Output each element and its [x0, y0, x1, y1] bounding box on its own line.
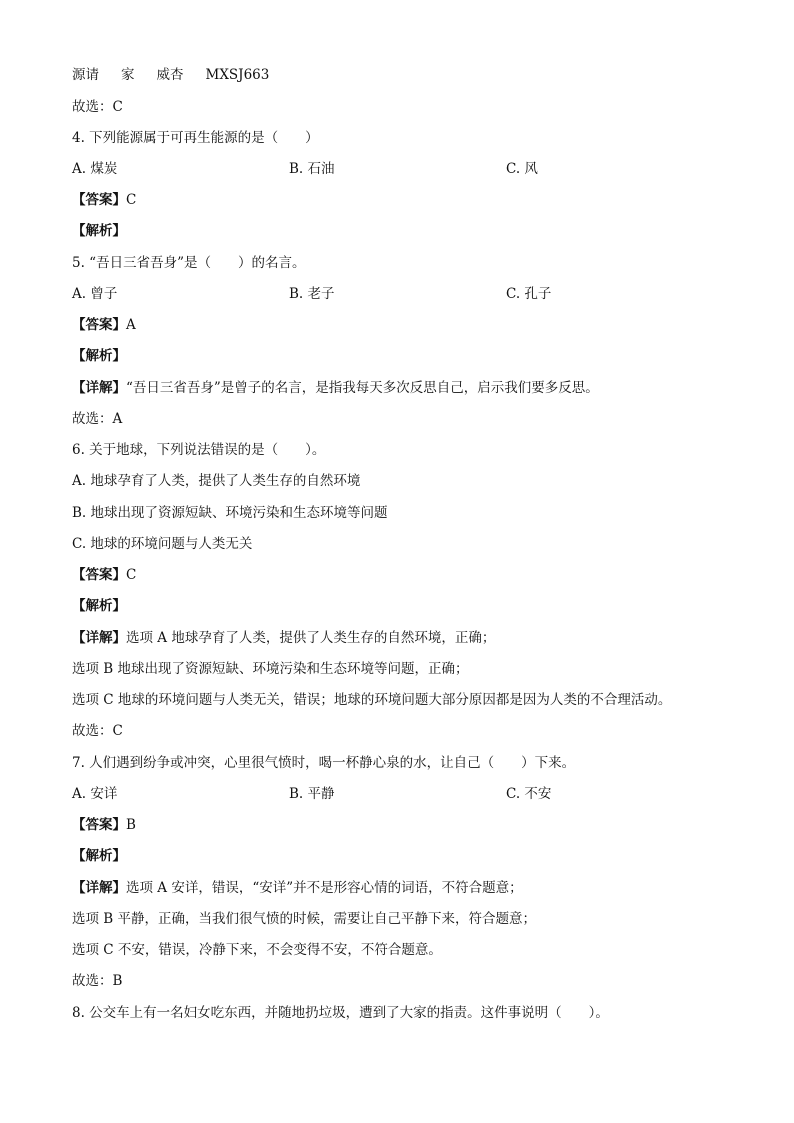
q5-choice: 故选：A — [72, 411, 123, 427]
q5-analysis-label: 【解析】 — [72, 348, 126, 364]
q6-analysis-label: 【解析】 — [72, 598, 126, 614]
q4-option-a: A. 煤炭 — [72, 161, 118, 177]
q3-choice: 故选：C — [72, 99, 123, 115]
q6-option-b: B. 地球出现了资源短缺、环境污染和生态环境等问题 — [72, 505, 388, 521]
q7-option-b: B. 平静 — [289, 786, 335, 802]
q5-option-a: A. 曾子 — [72, 286, 118, 302]
watermark-text-2: 家 — [121, 67, 135, 83]
q7-option-c: C. 不安 — [506, 786, 552, 802]
q4-analysis-label: 【解析】 — [72, 223, 126, 239]
watermark-text-4: MXSJ663 — [205, 67, 270, 83]
q6-detail-3: 选项 C 地球的环境问题与人类无关，错误；地球的环境问题大部分原因都是因为人类的不合理活动。 — [72, 692, 672, 708]
answer-label: 【答案】 — [72, 192, 126, 208]
answer-value: C — [126, 192, 137, 208]
detail-text: 选项 A 安详，错误，“安详”并不是形容心情的词语，不符合题意； — [126, 880, 523, 896]
q5-option-c: C. 孔子 — [506, 286, 552, 302]
detail-label: 【详解】 — [72, 380, 126, 396]
q7-detail-3: 选项 C 不安，错误，冷静下来，不会变得不安，不符合题意。 — [72, 942, 442, 958]
answer-label: 【答案】 — [72, 567, 126, 583]
q7-stem: 7. 人们遇到纷争或冲突，心里很气愤时，喝一杯静心泉的水，让自己（ ）下来。 — [72, 755, 576, 771]
answer-value: B — [126, 817, 136, 833]
watermark — [72, 66, 291, 84]
q7-option-a: A. 安详 — [72, 786, 118, 802]
q7-detail-1 — [72, 879, 523, 897]
q6-detail-2: 选项 B 地球出现了资源短缺、环境污染和生态环境等问题，正确； — [72, 661, 469, 677]
detail-text: “吾日三省吾身”是曾子的名言，是指我每天多次反思自己，启示我们要多反思。 — [126, 380, 599, 396]
q5-answer — [72, 316, 136, 334]
q5-detail — [72, 379, 599, 397]
q6-stem: 6. 关于地球，下列说法错误的是（ ）。 — [72, 442, 326, 458]
q7-detail-2: 选项 B 平静，正确，当我们很气愤的时候，需要让自己平静下来，符合题意； — [72, 911, 537, 927]
detail-text: 选项 A 地球孕育了人类，提供了人类生存的自然环境，正确； — [126, 630, 496, 646]
q6-detail-1 — [72, 629, 495, 647]
q7-analysis-label: 【解析】 — [72, 848, 126, 864]
q4-stem: 4. 下列能源属于可再生能源的是（ ） — [72, 130, 319, 146]
q6-option-a: A. 地球孕育了人类，提供了人类生存的自然环境 — [72, 473, 361, 489]
q7-choice: 故选：B — [72, 973, 123, 989]
watermark-text-3: 威杏 — [156, 67, 184, 83]
answer-value: A — [126, 317, 136, 333]
q5-stem: 5. “吾日三省吾身”是（ ）的名言。 — [72, 255, 306, 271]
answer-label: 【答案】 — [72, 317, 126, 333]
q7-answer — [72, 816, 136, 834]
watermark-text-1: 源请 — [72, 67, 99, 83]
q4-answer — [72, 191, 136, 209]
q5-option-b: B. 老子 — [289, 286, 335, 302]
answer-value: C — [126, 567, 137, 583]
detail-label: 【详解】 — [72, 880, 126, 896]
answer-label: 【答案】 — [72, 817, 126, 833]
q8-stem: 8. 公交车上有一名妇女吃东西，并随地扔垃圾，遭到了大家的指责。这件事说明（ ）。 — [72, 1005, 609, 1021]
detail-label: 【详解】 — [72, 630, 126, 646]
q6-option-c: C. 地球的环境问题与人类无关 — [72, 536, 253, 552]
q6-answer — [72, 566, 136, 584]
q6-choice: 故选：C — [72, 723, 123, 739]
q4-option-c: C. 风 — [506, 161, 538, 177]
q4-option-b: B. 石油 — [289, 161, 335, 177]
